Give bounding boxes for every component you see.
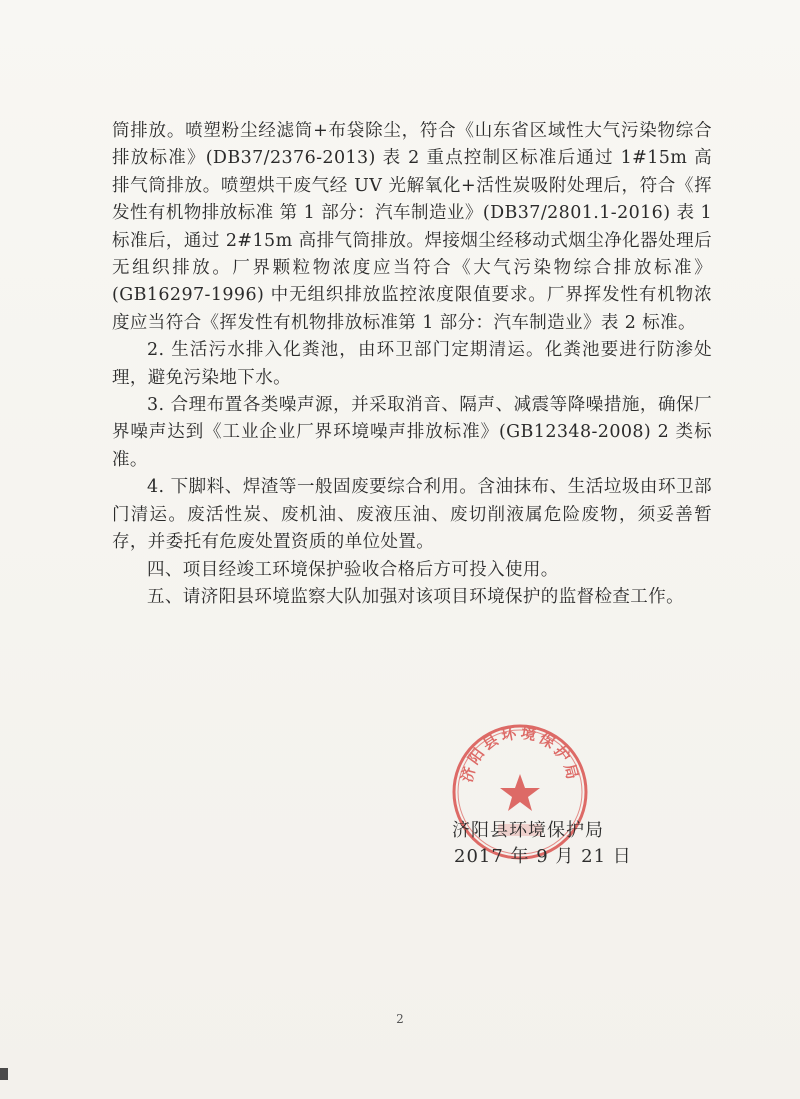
paragraph-acceptance: 四、项目经竣工环境保护验收合格后方可投入使用。 xyxy=(147,559,559,580)
paragraph-emissions: 筒排放。喷塑粉尘经滤筒+布袋除尘，符合《山东省区域性大气污染物综合排放标准》(DB37/2376-2013) 表 2 重点控制区标准后通过 1#15m 高排气筒排放。喷塑烘干废气经 UV 光解氧化+活性炭吸附处理后，符合《挥发性有机物排放标准 第 1 部分：汽车制造业》(DB37/2801.1-2016) 表 1 标准后，通过 2#15m 高排气筒排放。焊接烟尘经移动式烟尘净化器处理后无组织排放。厂界颗粒物浓度应当符合《大气污染物综合排放标准》(GB16297-1996) 中无组织排放监控浓度限值要求。厂界挥发性有机物浓度应当符合《挥发性有机物排放标准第 1 部分：汽车制造业》表 2 标准。 xyxy=(112,121,712,333)
paragraph-supervision: 五、请济阳县环境监察大队加强对该项目环境保护的监督检查工作。 xyxy=(147,586,684,607)
scan-edge-mark xyxy=(0,1068,8,1080)
paragraph-wastewater: 2. 生活污水排入化粪池，由环卫部门定期清运。化粪池要进行防渗处理，避免污染地下水。 xyxy=(112,340,712,388)
paragraph-solid-waste: 4. 下脚料、焊渣等一般固废要综合利用。含油抹布、生活垃圾由环卫部门清运。废活性炭、废机油、废液压油、废切削液属危险废物，须妥善暂存，并委托有危废处置资质的单位处置。 xyxy=(112,477,712,553)
page-number: 2 xyxy=(396,1012,404,1026)
seal-text: 济阳县环境保护局 xyxy=(457,723,583,785)
issue-date: 2017 年 9 月 21 日 xyxy=(454,846,632,867)
signature-block xyxy=(452,818,632,870)
document-body xyxy=(112,118,712,611)
issuing-organization: 济阳县环境保护局 xyxy=(452,820,604,841)
paragraph-noise: 3. 合理布置各类噪声源，并采取消音、隔声、减震等降噪措施，确保厂界噪声达到《工业企业厂界环境噪声排放标准》(GB12348-2008) 2 类标准。 xyxy=(112,395,712,470)
